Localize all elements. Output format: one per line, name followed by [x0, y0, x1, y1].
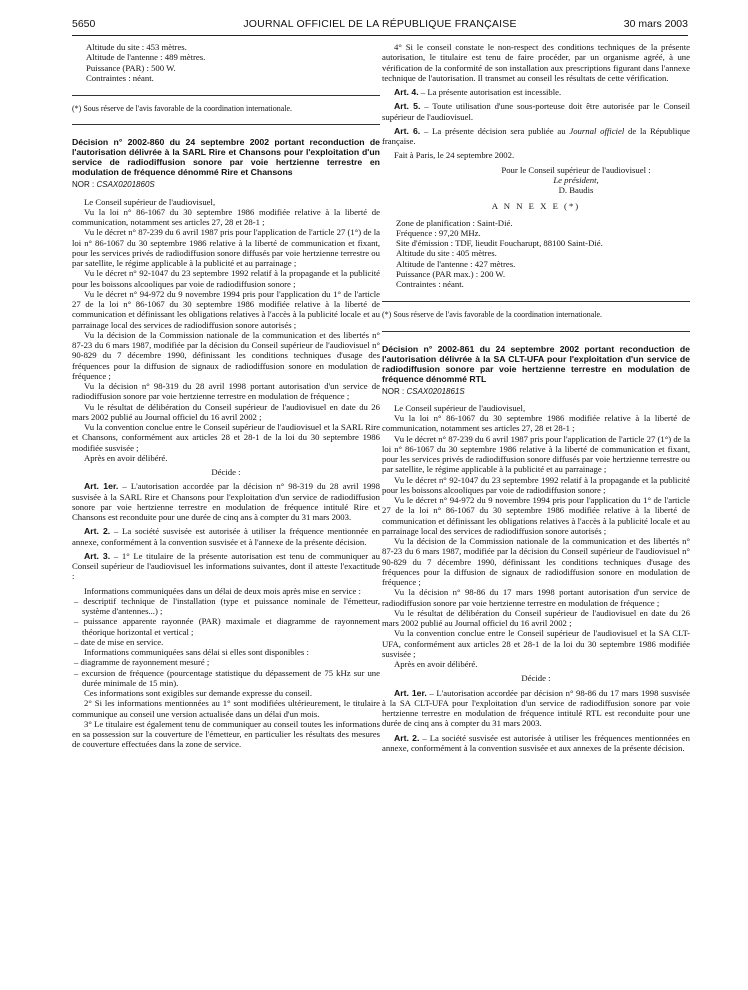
decision-title: Décision n° 2002-860 du 24 septembre 2002 portant reconduction de l'autorisation délivrée à la SARL Rire et Chansons pour l'exploitation d'un service de radiodiffusion sonore par voie hertzienne terrestre en modulation de fréquence dénommé Rire et Chansons [72, 137, 380, 178]
paragraph: Vu le décret n° 87-239 du 6 avril 1987 pris pour l'application de l'article 27 (1°) de la loi n° 86-1067 du 30 septembre 1986 relative à la liberté de communication et fixant, pour les services privés de radiodiffusion sonore diffusés par voie hertzienne terrestre ou par satellite, le régime applicable à la publicité et au parrainage ; [382, 433, 690, 475]
nor-code: CSAX0201860S [96, 180, 155, 190]
paragraph: Vu la convention conclue entre le Conseil supérieur de l'audiovisuel et la SA CLT-UFA, conformément aux articles 28 et 28-1 de la loi du 30 septembre 1986 modifiée susvisée ; [382, 628, 690, 659]
paragraph: Vu le décret n° 94-972 du 9 novembre 1994 pris pour l'application du 1° de l'article 27 de la loi n° 86-1067 du 30 septembre 1986 modifiée relative à la liberté de communication et définissant les obligations relatives à l'accès à la publicité locale et au parrainage local des services de radiodiffusion sonore autorisés ; [382, 495, 690, 536]
journal-title: JOURNAL OFFICIEL DE LA RÉPUBLIQUE FRANÇAISE [243, 18, 517, 30]
paragraph: Vu la décision n° 98-86 du 17 mars 1998 portant autorisation d'un service de radiodiffusion sonore par voie hertzienne terrestre en modulation de fréquence ; [382, 587, 690, 608]
separator [382, 301, 690, 302]
paragraph: Vu le décret n° 92-1047 du 23 septembre 1992 relatif à la propagande et la publicité pour les boissons alcooliques par voie de radiodiffusion sonore ; [382, 474, 690, 495]
nor-code: CSAX0201861S [406, 386, 465, 396]
annexe-line: Altitude de l'antenne : 427 mètres. [396, 258, 516, 269]
issue-date: 30 mars 2003 [623, 18, 688, 30]
list-item: – diagramme de rayonnement mesuré ; [74, 657, 210, 668]
nor-reference: NOR : CSAX0201861S [382, 386, 465, 396]
paragraph: Vu le résultat de délibération du Conseil supérieur de l'audiovisuel en date du 26 mars 2002 publié au Journal officiel du 16 avril 2002 ; [382, 607, 690, 628]
paragraph: 3° Le titulaire est également tenu de communiquer au conseil toutes les informations en sa possession sur la couverture de l'émetteur, en particulier les résultats des mesures de couverture effectuées dans la zone de service. [72, 718, 380, 750]
article-1: Art. 1er. – L'autorisation accordée par la décision n° 98-319 du 28 avril 1998 susvisée à la SARL Rire et Chansons pour l'exploitation d'un service de radiodiffusion sonore par voie hertzienne terrestre en modulation de fréquence intitulé Rire et Chansons est reconduite pour une durée de cinq ans à compter du 31 mars 2003. [72, 481, 380, 522]
paragraph: Vu la décision de la Commission nationale de la communication et des libertés n° 87-23 du 6 mars 1987, modifiée par la décision du Conseil supérieur de l'audiovisuel n° 90-829 du 7 décembre 1990, définissant les conditions techniques d'usage des fréquences pour la diffusion de signaux de radiodiffusion sonore en modulation de fréquence ; [72, 329, 380, 381]
paragraph: Vu le décret n° 94-972 du 9 novembre 1994 pris pour l'application du 1° de l'article 27 de la loi n° 86-1067 du 30 septembre 1986 modifiée relative à la liberté de communication et définissant les obligations relatives à l'accès à la publicité locale et au parrainage local des services de radiodiffusion sonore autorisés ; [72, 288, 380, 330]
separator [72, 124, 380, 125]
article-4: Art. 4. – La présente autorisation est incessible. [394, 87, 562, 97]
paragraph: Après en avoir délibéré. [394, 659, 478, 669]
separator [72, 95, 380, 96]
paragraph: Vu la loi n° 86-1067 du 30 septembre 1986 modifiée relative à la liberté de communication, notamment ses articles 27, 28 et 28-1 ; [382, 413, 690, 434]
article-6: Art. 6. – La présente décision sera publiée au Journal officiel de la République française. [382, 125, 690, 146]
separator [382, 331, 690, 332]
list-item: – excursion de fréquence (pourcentage statistique du dépassement de 75 kHz sur une durée minimale de 15 min). [74, 667, 380, 688]
tech-line: Puissance (PAR) : 500 W. [86, 62, 176, 73]
header-rule [72, 35, 688, 36]
article-3: Art. 3. – 1° Le titulaire de la présente autorisation est tenu de communiquer au Conseil supérieur de l'audiovisuel les informations suivantes, dont il atteste l'exactitude : [72, 550, 380, 582]
paragraph: Ces informations sont exigibles sur demande expresse du conseil. [84, 688, 313, 698]
left-column [72, 42, 380, 984]
page-header [72, 18, 688, 36]
annexe-block [382, 218, 690, 290]
tech-line: Contraintes : néant. [86, 72, 154, 83]
annexe-line: Altitude du site : 405 mètres. [396, 248, 497, 259]
annexe-line: Contraintes : néant. [396, 279, 464, 289]
list-item: – descriptif technique de l'installation (type et puissance nominale de l'émetteur, système d'antennes...) ; [74, 595, 380, 616]
paragraph: Vu la loi n° 86-1067 du 30 septembre 1986 modifiée relative à la liberté de communication, notamment ses articles 27, 28 et 28-1 ; [72, 206, 380, 227]
paragraph: Vu le résultat de délibération du Conseil supérieur de l'audiovisuel en date du 26 mars 2002 publié au Journal officiel du 16 avril 2002 ; [72, 401, 380, 422]
nor-reference: NOR : CSAX0201860S [72, 180, 155, 190]
signature-role: Le président, [553, 174, 599, 185]
decide-heading: Décide : [521, 673, 551, 684]
decision-title: Décision n° 2002-861 du 24 septembre 2002 portant reconduction de l'autorisation délivrée à la SA CLT-UFA pour l'exploitation d'un service de radiodiffusion sonore par voie hertzienne terrestre en modulation de fréquence dénommé RTL [382, 343, 690, 384]
annexe-line: Fréquence : 97,20 MHz. [396, 227, 481, 238]
paragraph: Vu la décision de la Commission nationale de la communication et des libertés n° 87-23 du 6 mars 1987, modifiée par la décision du Conseil supérieur de l'audiovisuel n° 90-829 du 7 décembre 1990, définissant les conditions techniques d'usage des fréquences pour la diffusion de signaux de radiodiffusion sonore en modulation de fréquence ; [382, 536, 690, 587]
annexe-line: Site d'émission : TDF, lieudit Foucharupt, 88100 Saint-Dié. [396, 238, 603, 248]
page-number: 5650 [72, 18, 96, 30]
article-2: Art. 2. – La société susvisée est autorisée à utiliser la fréquence mentionnée en annexe, conformément à la convention susvisée et à l'annexe de la présente décision. [72, 526, 380, 547]
tech-line: Altitude de l'antenne : 489 mètres. [86, 52, 206, 63]
article-2: Art. 2. – La société susvisée est autorisée à utiliser les fréquences mentionnées en annexe, conformément à la convention susvisée et aux annexes de la présente décision. [382, 732, 690, 753]
paragraph: 4° Si le conseil constate le non-respect des conditions techniques de la présente autorisation, le titulaire est tenu de faire procéder, par un organisme agréé, à une vérification de la conformité de son installation aux prescriptions figurant dans l'annexe technique de l'autorisation. Il transmet au conseil les résultats de cette vérification. [382, 42, 690, 83]
fait-a-paris: Fait à Paris, le 24 septembre 2002. [394, 150, 515, 161]
article-5: Art. 5. – Toute utilisation d'une sous-porteuse doit être autorisée par le Conseil supérieur de l'audiovisuel. [382, 101, 690, 122]
paragraph: Informations communiquées sans délai si elles sont disponibles : [84, 647, 309, 657]
paragraph: Vu la décision n° 98-319 du 28 avril 1998 portant autorisation d'un service de radiodiffusion sonore par voie hertzienne terrestre en modulation de fréquence ; [72, 381, 380, 402]
paragraph: Vu le décret n° 87-239 du 6 avril 1987 pris pour l'application de l'article 27 (1°) de la loi n° 86-1067 du 30 septembre 1986 relative à la liberté de communication et fixant, pour les services privés de radiodiffusion sonore diffusés par voie hertzienne terrestre ou par satellite, le régime applicable à la publicité et au parrainage ; [72, 227, 380, 268]
footnote: (*) Sous réserve de l'avis favorable de la coordination internationale. [382, 310, 603, 320]
list-item: – puissance apparente rayonnée (PAR) maximale et diagramme de rayonnement théorique horizontal et vertical ; [74, 616, 380, 637]
list-item: – date de mise en service. [74, 636, 164, 647]
paragraph: Informations communiquées dans un délai de deux mois après mise en service : [84, 585, 361, 596]
paragraph: Après en avoir délibéré. [84, 452, 168, 463]
footnote: (*) Sous réserve de l'avis favorable de la coordination internationale. [72, 104, 293, 113]
article-1: Art. 1er. – L'autorisation accordée par décision n° 98-86 du 17 mars 1998 susvisée à la SA CLT-UFA pour l'exploitation d'un service de radiodiffusion sonore par voie hertzienne terrestre en modulation de fréquence intitulé RTL est reconduite pour une durée de cinq ans à compter du 31 mars 2003. [382, 687, 690, 729]
annexe-line: Zone de planification : Saint-Dié. [396, 217, 513, 228]
annexe-heading: A N N E X E (*) [491, 201, 581, 212]
signature-name: D. Baudis [558, 185, 594, 195]
tech-line: Altitude du site : 453 mètres. [86, 42, 187, 52]
signature-for: Pour le Conseil supérieur de l'audiovisuel : [501, 164, 651, 175]
annexe-line: Puissance (PAR max.) : 200 W. [396, 268, 505, 279]
paragraph: 2° Si les informations mentionnées au 1° sont modifiées ultérieurement, le titulaire communique au conseil une version actualisée dans un délai d'un mois. [72, 698, 380, 719]
paragraph: Vu le décret n° 92-1047 du 23 septembre 1992 relatif à la propagande et la publicité pour les boissons alcooliques par voie de radiodiffusion sonore ; [72, 268, 380, 289]
paragraph: Vu la convention conclue entre le Conseil supérieur de l'audiovisuel et la SARL Rire et Chansons, conformément aux articles 28 et 28-1 de la loi du 30 septembre 1986 modifiée susvisée ; [72, 422, 380, 453]
paragraph: Le Conseil supérieur de l'audiovisuel, [394, 402, 526, 413]
decide-heading: Décide : [211, 467, 241, 477]
tech-block-previous [72, 42, 380, 83]
right-column [382, 42, 690, 984]
paragraph: Le Conseil supérieur de l'audiovisuel, [84, 196, 216, 207]
